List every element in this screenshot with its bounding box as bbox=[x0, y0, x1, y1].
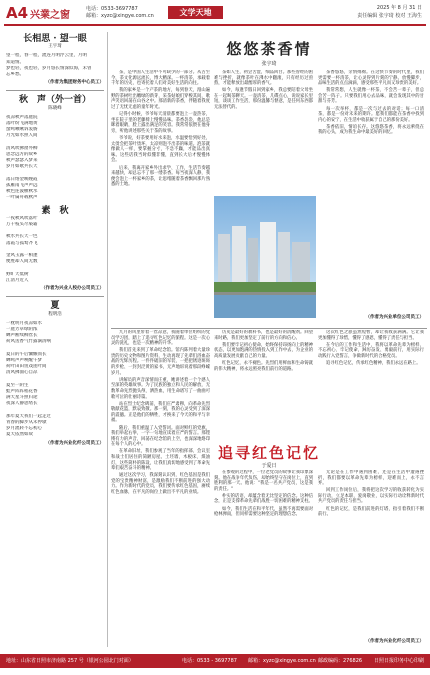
poem-line: 那年夏天我们一起走过 bbox=[6, 413, 51, 419]
poem-line: 蛙声阵阵稻花香 bbox=[6, 388, 38, 394]
paragraph: 站在烈士纪念碑前，我们庄严肃穆，向革命先烈敬献花篮，默哀致敬。那一刻，我的心灵受到了深深的震撼。正是他们的牺牲，才换来了今天的和平与幸福。 bbox=[111, 401, 210, 424]
poem-line: 野旷天低树 bbox=[6, 271, 29, 277]
poem-line: 满天星斗照归途 bbox=[6, 395, 38, 401]
header-tel: 电话：0533-3697787 bbox=[86, 6, 138, 12]
poem-line: 秋声瑟瑟入梦来 bbox=[6, 158, 38, 164]
footer-printer: 日照日报印务中心印刷 bbox=[374, 658, 425, 664]
paragraph: 这次红色之旅虽然短暂，却让我收获满满。它让我更加懂得了珍惜，懂得了感恩，懂得了责任与担当。 bbox=[318, 330, 424, 341]
poem-body bbox=[6, 53, 104, 78]
article-text-column bbox=[214, 70, 313, 200]
poem-line: 清风拂面心自凉 bbox=[6, 370, 38, 376]
poem-line: 夏至一阴生 bbox=[6, 382, 29, 388]
poem-title: 长相思 · 望一眼 bbox=[23, 34, 87, 44]
paragraph: 无论是在工作中遇到困难，还是在生活中遭遇挫折，我们都要以革命先辈为榜样，迎难而上，永不言弃。 bbox=[318, 470, 424, 487]
poem-line: 一枕明月夜凉如水 bbox=[6, 320, 42, 326]
paragraph: 茶，是中国人生活中不可缺少的一部分。从古至今，茶文化源远流长，博大精深。一杯清茶，承载着千年的历史，也寄托着人们对美好生活的向往。 bbox=[111, 70, 210, 87]
poem-body bbox=[6, 216, 104, 284]
article-text-column bbox=[214, 330, 313, 436]
poem-line: 便胜却人间无数 bbox=[6, 259, 38, 265]
poem-title: 素 秋 bbox=[41, 205, 69, 216]
poem-line: 孤雁南飞声声远 bbox=[6, 183, 38, 189]
paragraph: 红色记忆，永不褪色。先烈们用鲜血和生命铸就的伟大精神，将永远照亮我们前行的道路。 bbox=[214, 360, 313, 372]
editors-credit: 责任编辑 张宇琦 校对 王海生 bbox=[357, 13, 422, 19]
paragraph: 爷爷说，好茶要用好水来泡，水温要恰到好处，太烫会把茶叶烫坏，太凉则泡不出茶的味道。泡茶就像做人一样，要掌握分寸，不急不躁，才能品出真味。这些话我当时似懂非懂，直到长大后才慢慢体会。 bbox=[111, 136, 210, 164]
poem-line: 秋色连波横秋水 bbox=[6, 189, 38, 195]
paragraph: 我们首先来到了革命纪念馆。馆内陈列着大量珍贵的历史文物和图片资料，生动再现了先辈们浴血奋战的光辉历程。一件件破旧的军装、一把把锈迹斑斑的步枪、一封封泛黄的家书，无声地诉说着那段峥嵘岁月。 bbox=[111, 348, 210, 376]
paragraph: 朴实的话语，却蕴含着无比坚定的信念。这种信念，正是支撑革命先辈们战胜一切困难的精神支柱。 bbox=[214, 493, 313, 505]
paragraph: 通过这次学习，我深刻认识到，红色基因是我们党的宝贵精神财富，是激励我们不断前进的强大动力。作为新时代的党员，我们要传承红色基因，赓续红色血脉，在平凡的岗位上做出不平凡的业绩。 bbox=[111, 473, 210, 496]
column-divider bbox=[107, 32, 108, 647]
poem-line: 荷叶田田鱼戏莲叶间 bbox=[6, 364, 47, 370]
article-author-unit: （作者为兴业单位公司员工） bbox=[365, 315, 424, 320]
poem-line: 蛩鸣啾啾诉衷肠 bbox=[6, 127, 38, 133]
paragraph: 追寻红色记忆，传承红色精神，我们永远在路上。 bbox=[326, 360, 421, 366]
article-text-column bbox=[111, 330, 210, 648]
paragraph: 如今，每逢节假日回到家乡，我总要陪着父母坐在一起喝茶聊天。一壶清茶，几碟点心，说说家长里短，谈谈工作生活，那份温馨与惬意，是任何东西都无法替代的。 bbox=[214, 88, 313, 111]
poem-line: 一叶扁舟载秋声 bbox=[6, 195, 38, 201]
section-badge: 文学天地 bbox=[168, 6, 223, 19]
paragraph: 我们要牢记初心使命，始终保持昂扬向上的精神状态，以更加饱满的热情投入到工作中去，为企业的高质量发展贡献自己的力量。 bbox=[214, 342, 313, 359]
poem-author: 王宇琦 bbox=[48, 44, 62, 50]
poem-line: 金风玉露一相逢 bbox=[6, 253, 38, 259]
paragraph: 我的家乡是一个产茶的地方，每到春天，漫山遍野的茶树吐出嫩绿的新芽，采茶姑娘们穿梭其间，歌声笑语回荡在山谷之中。那清新的茶香，伴随着我度过了无忧无虑的童年时光。 bbox=[111, 88, 210, 111]
footer-email: 邮箱：xyzc@xingye.com.cn bbox=[248, 658, 316, 664]
poem-line: 梦也轻，夜也轻，岁月悠长情深似海，未曾 bbox=[6, 65, 92, 71]
divider bbox=[6, 296, 104, 297]
paragraph: 在今后的工作和生活中，我将以革命先辈为榜样，不忘初心、牢记使命，踔厉奋发、勇毅前行，用实际行动践行入党誓言，争做新时代的合格党员。 bbox=[318, 342, 424, 359]
section-divider bbox=[111, 328, 427, 329]
poem-line: 忘乡愁。 bbox=[6, 72, 24, 78]
paragraph: 茶香依旧，情谊长存。这悠悠茶香，将永远萦绕在我的心头，成为我生命中最美好的回忆。 bbox=[318, 124, 424, 136]
paragraph: 在参观的过程中，一位老党员的故事让我印象深刻。他在战争年代负伤，却始终坚守在岗位上，直到胜利的那一天。他说："我是一名共产党员，这是我的责任。" bbox=[214, 470, 313, 492]
city-skyline-photo bbox=[214, 196, 316, 318]
footer-tel: 电话：0533 - 3697787 bbox=[182, 658, 237, 664]
paragraph: 随后，我们重温了入党誓词。面对鲜红的党旗，我们举起右拳，一字一句地宣读着庄严的誓言。那铿锵有力的声音，回荡在纪念馆的上空，也深深地烙印在每个人的心中。 bbox=[111, 425, 210, 448]
footer-postcode: 邮政编码：276826 bbox=[318, 658, 363, 664]
paragraph: 后来，我离开家乡外出求学、工作，生活节奏越来越快，却总忘不了那一缕茶香。每当夜深人静，我便会泡上一杯家乡的茶，让思绪随着茶香飘回那片熟悉的土地。 bbox=[111, 165, 210, 188]
poem-title: 夏 bbox=[50, 301, 60, 312]
poem-line: 夜凉秋声落庭院 bbox=[6, 114, 38, 120]
poem-line: 清风吹拂窗外柳 bbox=[6, 145, 38, 151]
paragraph: 讲解员的声音深情而庄重，她讲述着一个个感人至深的英雄故事。为了民族的独立和人民的解放，无数革命先烈抛头颅、洒热血，用生命谱写了一曲曲可歌可泣的壮丽诗篇。 bbox=[111, 377, 210, 400]
article-text-column bbox=[318, 70, 424, 320]
poem-line: 夜深人静思绪长 bbox=[6, 401, 38, 407]
poem-line: 一庭芳草绿阴浓 bbox=[6, 326, 38, 332]
poem-line: 岁月如歌共长天 bbox=[6, 164, 38, 170]
poem-author: 程明浩 bbox=[48, 311, 62, 317]
poem-line: 一夜秋风吹落叶 bbox=[6, 215, 38, 221]
paragraph: 在革命旧址，我们参观了当年的指挥部、会议室和战士们居住的简陋房屋。土坯墙、木板床、煤油灯，这些简朴的陈设，让我们真切地感受到了革命先辈们艰苦奋斗的精神。 bbox=[111, 449, 210, 472]
paragraph: 我常常想，人生就像一杯茶，不会苦一辈子，但总会苦一阵子。只要我们用心去品味，就会发现其中的甘甜与芬芳。 bbox=[318, 88, 424, 105]
article-title: 悠悠茶香情 bbox=[226, 40, 312, 58]
left-poetry-column bbox=[6, 30, 104, 650]
poem-line: 落霞与孤鹜齐飞 bbox=[6, 240, 38, 246]
paragraph: 九月的风里带着一丝凉意，我随着单位组织的党员学习团，踏上了追寻红色记忆的旅程。这是一次心灵的洗礼，也是一次精神的升华。 bbox=[111, 330, 210, 347]
article-text-column bbox=[318, 470, 424, 648]
article-text-column bbox=[111, 70, 210, 320]
poem-line: 知道情。 bbox=[6, 59, 24, 65]
paragraph: 红色的记忆，是我们前进的灯塔，指引着我们不断前行。 bbox=[318, 506, 424, 518]
poem-line: 落叶纷飞满地黄 bbox=[6, 121, 38, 127]
poem-line: 蝉鸣声声唤醒午梦 bbox=[6, 357, 42, 363]
poem-line: 蝉声断续柳丝长 bbox=[6, 333, 38, 339]
poem-line: 思念远方的故乡 bbox=[6, 152, 38, 158]
paragraph: 茶如人生，初尝苦涩，细品回甘。那些曾经的困难与挫折，就像茶叶在沸水中翻滚，只有经历过煎熬，才能释放出最醇厚的香气。 bbox=[214, 70, 313, 87]
article-author-unit: （作者为兴业化纤公司员工） bbox=[365, 639, 424, 644]
article-author: 于爱日 bbox=[261, 463, 277, 469]
masthead bbox=[0, 0, 430, 28]
poem-line: 荷风送香气竹露滴清响 bbox=[6, 339, 51, 345]
header-email: 邮箱：xyzc@xingye.com.cn bbox=[86, 13, 154, 19]
header-divider bbox=[4, 24, 426, 26]
poem-line: 月光如水照人间 bbox=[6, 133, 38, 139]
poem-title: 秋 声（外一首） bbox=[18, 95, 91, 106]
footer-bar bbox=[0, 654, 430, 668]
article-text-column bbox=[214, 470, 313, 648]
poem-line: 岁月流转不忘初心 bbox=[6, 426, 42, 432]
poem-line: 夏天依然如故 bbox=[6, 432, 33, 438]
article-author: 张宇琦 bbox=[261, 61, 277, 67]
poem-author-unit: （作者为兴业化纤公司员工） bbox=[45, 440, 104, 446]
paragraph: 如今，我们生活在和平年代，虽然不再需要面对枪林弹雨，但同样需要这种坚定的理想信念。 bbox=[214, 506, 313, 518]
poem-author-unit: （作者为集团财务中心员工） bbox=[45, 80, 104, 86]
paragraph: 每一次举杯，都是一次与过去的对话；每一口清茶，都是一份对未来的期许。愿我们都能在茶香中找到内心的安宁，在生活中收获属于自己的那份美好。 bbox=[318, 106, 424, 123]
article-title: 追寻红色记忆 bbox=[217, 444, 320, 462]
poem-line: 夏日的午后慵懒而长 bbox=[6, 351, 47, 357]
poem-author-unit: （作者为兴业人校办公司员工） bbox=[41, 286, 104, 292]
poem-body bbox=[6, 321, 104, 439]
poem-line: 秋水共长天一色 bbox=[6, 234, 38, 240]
footer-address: 地址：山东省日照市济南路 257 号（银河公园北门对面） bbox=[6, 658, 134, 664]
poem-line: 万千枝头尽染霜 bbox=[6, 222, 38, 228]
issue-date: 2025 年 8 月 31 日 bbox=[376, 5, 422, 11]
paragraph: 回到工作岗位后，我将把这次学习的收获转化为实际行动，立足本职、爱岗敬业，以实际行动诠释新时代共产党员的责任与担当。 bbox=[318, 488, 424, 505]
poem-line: 望一程，春一程，流连月明浮云里，月明 bbox=[6, 53, 87, 59]
paragraph: 记得小时候，爷爷每天清晨都要泡上一壶热茶，坐在院子里的老藤椅上慢慢品味。茶香袅袅，他总是眯着眼睛，脸上露出满足的笑容。我常常依偎在他身旁，听他讲述那些关于茶的故事。 bbox=[111, 112, 210, 134]
poem-line: 落日熔金映晚霞 bbox=[6, 176, 38, 182]
poem-line: 青春的脚步从未停歇 bbox=[6, 419, 47, 425]
poem-body bbox=[6, 115, 104, 202]
paragraph: 茶香悠悠，亲情绵绵。在这快节奏的时代里，我们更需要一杯清茶，让心灵得到片刻的宁静。放慢脚步，品味生活的点点滴滴，感受那些平凡而又珍贵的美好。 bbox=[318, 70, 424, 87]
poem-line: 江清月近人 bbox=[6, 277, 29, 283]
paper-logo: 兴業之窗 bbox=[30, 10, 70, 21]
paragraph: 历史是最好的教科书，也是最好的清醒剂。回望来时路，我们更加坚定了前行的方向和信心。 bbox=[214, 330, 313, 341]
divider bbox=[6, 90, 104, 91]
page-number: A4 bbox=[6, 4, 29, 22]
poem-author: 陈晓峰 bbox=[48, 105, 62, 111]
article-text-column bbox=[318, 330, 424, 436]
